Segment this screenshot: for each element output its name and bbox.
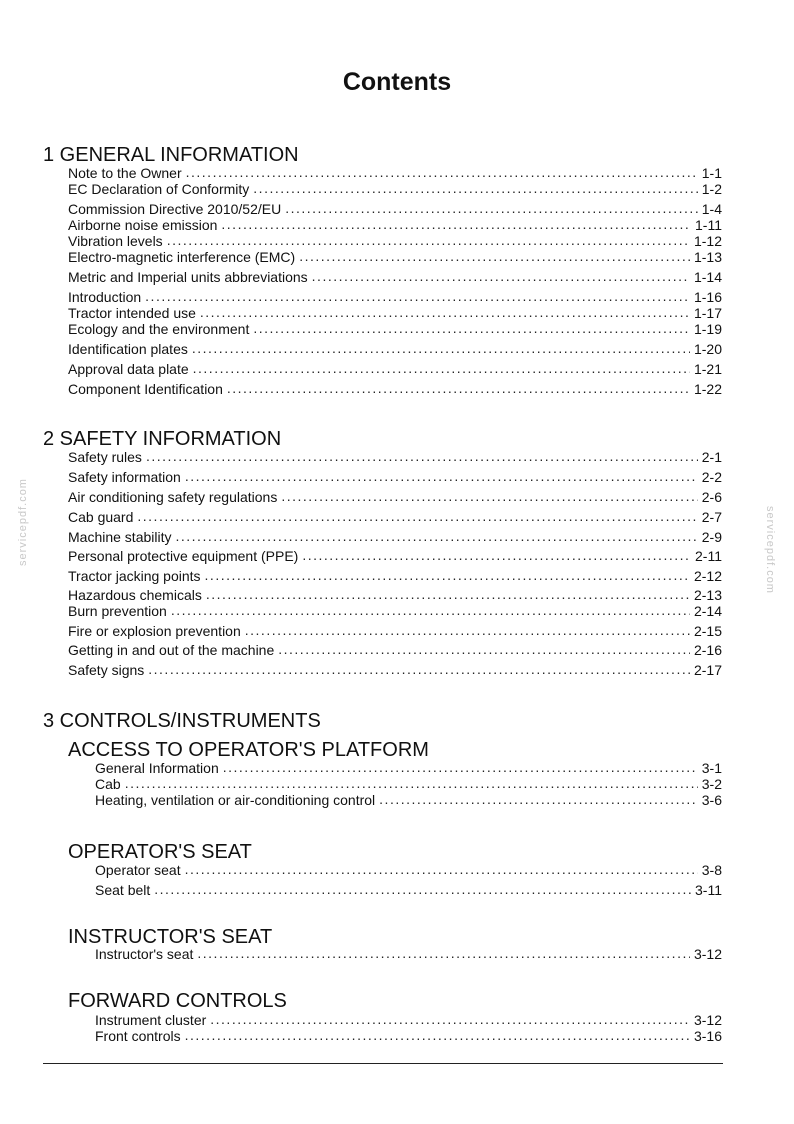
toc-entry-title: Tractor intended use [68, 305, 196, 321]
toc-entry[interactable] [68, 529, 722, 546]
toc-entry-title: Electro-magnetic interference (EMC) [68, 249, 296, 265]
toc-entry[interactable] [68, 181, 722, 198]
toc-entry-page: 2-14 [693, 603, 722, 619]
dot-leader [223, 759, 698, 776]
toc-entry[interactable] [68, 568, 722, 585]
toc-entry-page: 3-12 [693, 1012, 722, 1028]
toc-entry[interactable] [68, 321, 722, 338]
toc-entry-title: Airborne noise emission [68, 217, 218, 233]
watermark-left: servicepdf.com [17, 478, 29, 566]
toc-entry-title: Burn prevention [68, 603, 167, 619]
toc-entry-title: Cab guard [68, 509, 134, 525]
dot-leader [206, 586, 690, 603]
toc-entry-title: Cab [95, 776, 121, 792]
dot-leader [125, 775, 698, 792]
toc-entry-title: Note to the Owner [68, 165, 182, 181]
toc-entry[interactable] [68, 269, 722, 286]
toc-entry-page: 1-16 [693, 289, 722, 305]
toc-entry-page: 3-16 [693, 1028, 722, 1044]
toc-entry-page: 1-1 [701, 165, 722, 181]
section-heading: 1 GENERAL INFORMATION [43, 144, 299, 166]
toc-entry[interactable] [95, 792, 722, 809]
dot-leader [197, 945, 690, 962]
toc-entry-title: Machine stability [68, 529, 172, 545]
section-heading: 2 SAFETY INFORMATION [43, 428, 282, 450]
toc-entry-title: Instructor's seat [95, 946, 194, 962]
toc-entry-page: 1-20 [693, 341, 722, 357]
subsection-heading: FORWARD CONTROLS [68, 990, 287, 1012]
toc-entry[interactable] [68, 489, 722, 506]
dot-leader [185, 1027, 690, 1044]
dot-leader [302, 547, 691, 564]
dot-leader [281, 488, 697, 505]
toc-entry[interactable] [68, 603, 722, 620]
toc-entry-title: Personal protective equipment (PPE) [68, 548, 299, 564]
dot-leader [245, 622, 690, 639]
toc-entry-page: 2-12 [693, 568, 722, 584]
toc-entry[interactable] [68, 548, 722, 565]
toc-entry-page: 2-15 [693, 623, 722, 639]
dot-leader [137, 508, 697, 525]
toc-entry-page: 2-17 [693, 662, 722, 678]
watermark-right: servicepdf.com [764, 506, 776, 594]
toc-entry-title: Front controls [95, 1028, 181, 1044]
toc-entry-title: Air conditioning safety regulations [68, 489, 278, 505]
dot-leader [253, 180, 697, 197]
dot-leader [148, 661, 690, 678]
dot-leader [285, 200, 698, 217]
toc-entry-title: Metric and Imperial units abbreviations [68, 269, 308, 285]
dot-leader [193, 360, 690, 377]
toc-entry-page: 1-17 [693, 305, 722, 321]
subsection-heading: OPERATOR'S SEAT [68, 841, 252, 863]
toc-entry[interactable] [68, 662, 722, 679]
dot-leader [299, 248, 690, 265]
toc-entry-title: Ecology and the environment [68, 321, 250, 337]
toc-entry-title: Instrument cluster [95, 1012, 207, 1028]
toc-entry-page: 2-2 [701, 469, 722, 485]
toc-entry-page: 2-7 [701, 509, 722, 525]
toc-entry-page: 2-16 [693, 642, 722, 658]
toc-entry-title: Hazardous chemicals [68, 587, 202, 603]
dot-leader [221, 216, 691, 233]
toc-entry-title: Tractor jacking points [68, 568, 201, 584]
toc-entry-page: 1-4 [701, 201, 722, 217]
dot-leader [210, 1011, 690, 1028]
toc-entry-page: 1-2 [701, 181, 722, 197]
toc-entry[interactable] [68, 509, 722, 526]
toc-entry[interactable] [68, 449, 722, 466]
toc-entry-page: 2-6 [701, 489, 722, 505]
dot-leader [253, 320, 690, 337]
toc-entry-title: Approval data plate [68, 361, 189, 377]
dot-leader [185, 861, 698, 878]
dot-leader [312, 268, 690, 285]
toc-entry[interactable] [95, 882, 722, 899]
toc-entry-page: 2-9 [701, 529, 722, 545]
toc-entry-title: Seat belt [95, 882, 151, 898]
dot-leader [186, 164, 698, 181]
dot-leader [176, 528, 698, 545]
toc-entry-title: General Information [95, 760, 219, 776]
subsection-heading: ACCESS TO OPERATOR'S PLATFORM [68, 739, 429, 761]
toc-entry-page: 3-1 [701, 760, 722, 776]
toc-entry[interactable] [68, 642, 722, 659]
dot-leader [167, 232, 690, 249]
toc-entry-page: 3-2 [701, 776, 722, 792]
toc-entry-page: 1-11 [695, 217, 722, 233]
toc-entry[interactable] [95, 1028, 722, 1045]
toc-entry-title: EC Declaration of Conformity [68, 181, 250, 197]
toc-entry-title: Safety rules [68, 449, 142, 465]
footer-rule [43, 1063, 723, 1064]
toc-entry-title: Introduction [68, 289, 142, 305]
toc-entry-page: 1-22 [693, 381, 722, 397]
toc-entry[interactable] [68, 469, 722, 486]
toc-entry-page: 1-14 [693, 269, 722, 285]
dot-leader [192, 340, 690, 357]
toc-entry-page: 1-19 [693, 321, 722, 337]
dot-leader [200, 304, 690, 321]
toc-entry-title: Operator seat [95, 862, 181, 878]
toc-entry-page: 3-6 [701, 792, 722, 808]
toc-entry-title: Fire or explosion prevention [68, 623, 241, 639]
toc-entry-title: Identification plates [68, 341, 188, 357]
toc-entry[interactable] [95, 862, 722, 879]
toc-entry[interactable] [68, 361, 722, 378]
toc-entry-page: 1-13 [693, 249, 722, 265]
toc-entry[interactable] [68, 623, 722, 640]
toc-entry-page: 1-12 [693, 233, 722, 249]
page-title: Contents [342, 68, 452, 96]
section-heading: 3 CONTROLS/INSTRUMENTS [43, 710, 321, 732]
dot-leader [185, 468, 698, 485]
dot-leader [379, 791, 698, 808]
toc-entry[interactable] [68, 381, 722, 398]
dot-leader [227, 380, 690, 397]
toc-entry[interactable] [68, 341, 722, 358]
toc-entry[interactable] [68, 249, 722, 266]
toc-entry-page: 3-8 [701, 862, 722, 878]
toc-entry-title: Safety signs [68, 662, 145, 678]
toc-entry-title: Vibration levels [68, 233, 163, 249]
dot-leader [146, 448, 698, 465]
toc-entry-page: 3-12 [693, 946, 722, 962]
toc-entry-page: 3-11 [695, 882, 722, 898]
dot-leader [205, 567, 690, 584]
dot-leader [171, 602, 690, 619]
toc-entry-title: Getting in and out of the machine [68, 642, 275, 658]
dot-leader [278, 641, 690, 658]
toc-entry-page: 2-13 [693, 587, 722, 603]
toc-entry-title: Component Identification [68, 381, 223, 397]
toc-entry-title: Heating, ventilation or air-conditioning control [95, 792, 376, 808]
toc-entry-title: Safety information [68, 469, 181, 485]
toc-entry[interactable] [95, 946, 722, 963]
dot-leader [145, 288, 690, 305]
subsection-heading: INSTRUCTOR'S SEAT [68, 926, 273, 948]
toc-entry-page: 2-1 [701, 449, 722, 465]
dot-leader [154, 881, 691, 898]
toc-entry-page: 2-11 [695, 548, 722, 564]
toc-entry-page: 1-21 [693, 361, 722, 377]
toc-entry-title: Commission Directive 2010/52/EU [68, 201, 282, 217]
